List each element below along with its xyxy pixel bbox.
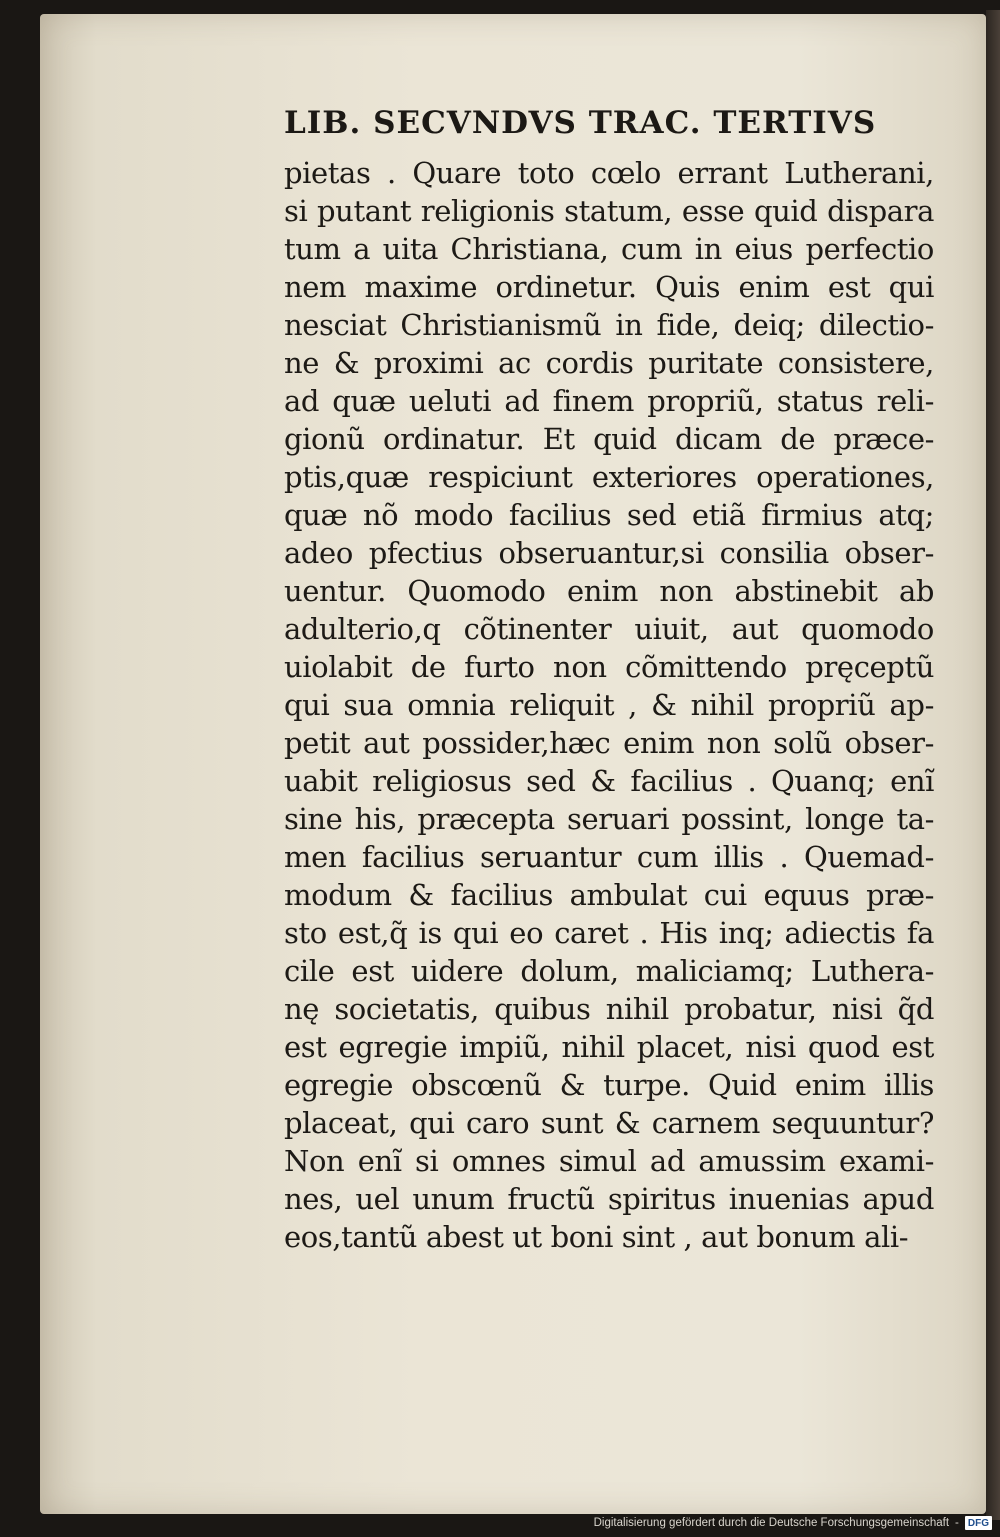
text-line: petit aut possider,hæc enim non solũ obser- <box>284 726 934 760</box>
text-line: quæ nõ modo facilius sed etiã firmius atq; <box>284 498 934 532</box>
text-line: Non enĩ si omnes simul ad amussim exami- <box>284 1144 934 1178</box>
footer-separator: - <box>955 1517 959 1529</box>
text-line: ptis,quæ respiciunt exteriores operationes, <box>284 460 934 494</box>
text-line: uiolabit de furto non cõmittendo pręceptũ <box>284 650 934 684</box>
text-line: uabit religiosus sed & facilius . Quanq; enĩ <box>284 764 934 798</box>
text-line: ne & proximi ac cordis puritate consistere, <box>284 346 934 380</box>
text-line: ad quæ ueluti ad finem propriũ, status reli- <box>284 384 934 418</box>
text-line: tum a uita Christiana, cum in eius perfectio <box>284 232 934 266</box>
text-line: nesciat Christianismũ in fide, deiq; dilectio- <box>284 308 934 342</box>
text-line: gionũ ordinatur. Et quid dicam de præce- <box>284 422 934 456</box>
text-line: sine his, præcepta seruari possint, longe ta- <box>284 802 934 836</box>
text-line: est egregie impiũ, nihil placet, nisi quod est <box>284 1030 934 1064</box>
footer-credit: Digitalisierung gefördert durch die Deutsche Forschungsgemeinschaft <box>593 1517 950 1529</box>
book-edge <box>986 10 1000 1520</box>
text-line: adulterio,q cõtinenter uiuit, aut quomodo <box>284 612 934 646</box>
text-line: placeat, qui caro sunt & carnem sequuntur? <box>284 1106 934 1140</box>
text-line: nes, uel unum fructũ spiritus inuenias apud <box>284 1182 934 1216</box>
text-line: si putant religionis statum, esse quid dispara <box>284 194 934 228</box>
digitization-footer <box>594 1512 992 1534</box>
body-text <box>284 154 934 1256</box>
dfg-logo-icon: DFG <box>965 1516 992 1530</box>
text-line: men facilius seruantur cum illis . Quemad- <box>284 840 934 874</box>
text-line: egregie obscœnũ & turpe. Quid enim illis <box>284 1068 934 1102</box>
text-line: cile est uidere dolum, maliciamq; Luthera- <box>284 954 934 988</box>
text-line: pietas . Quare toto cœlo errant Lutherani, <box>284 156 934 190</box>
text-line: nem maxime ordinetur. Quis enim est qui <box>284 270 934 304</box>
running-head: LIB. SECVNDVS TRAC. TERTIVS <box>284 105 877 141</box>
text-line: adeo pfectius obseruantur,si consilia obser- <box>284 536 934 570</box>
page-text-block <box>284 96 934 1256</box>
text-line: modum & facilius ambulat cui equus præ- <box>284 878 934 912</box>
text-line: qui sua omnia reliquit , & nihil propriũ ap- <box>284 688 934 722</box>
text-line: sto est,q̃ is qui eo caret . His inq; adiectis fa <box>284 916 934 950</box>
text-line: nę societatis, quibus nihil probatur, nisi q̃d <box>284 992 934 1026</box>
text-line: uentur. Quomodo enim non abstinebit ab <box>284 574 934 608</box>
text-line: eos,tantũ abest ut boni sint , aut bonum ali- <box>284 1220 909 1254</box>
